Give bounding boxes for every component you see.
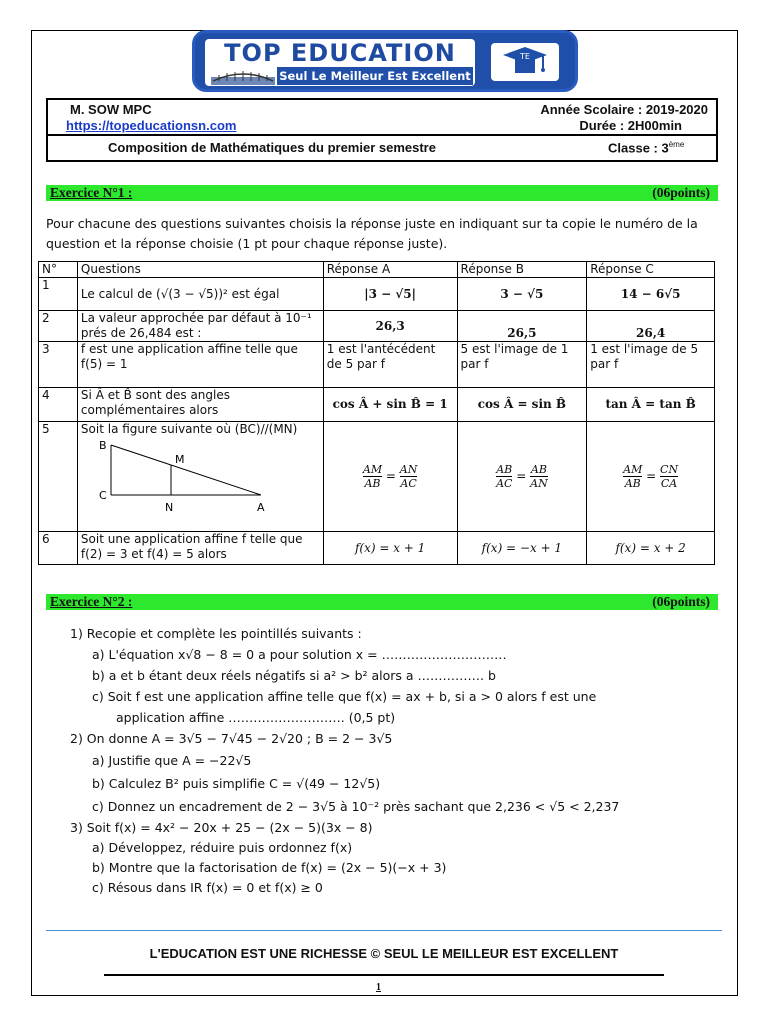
- question-text: Le calcul de (√(3 − √5))² est égal: [77, 278, 323, 311]
- table-row: [39, 311, 715, 342]
- question-line: c) Donnez un encadrement de 2 − 3√5 à 10⁻² près sachant que 2,236 < √5 < 2,237: [92, 799, 620, 814]
- exercise-1-bar: [46, 185, 718, 201]
- footer-motto: L'EDUCATION EST UNE RICHESSE © SEUL LE MEILLEUR EST EXCELLENT: [149, 946, 619, 961]
- answer-b: $\frac{AB}{AC}$ = $\frac{AB}{AN}$: [457, 422, 587, 532]
- question-line: a) Justifie que A = −22√5: [92, 753, 252, 768]
- answer-a: 1 est l'antécédent de 5 par f: [323, 342, 457, 388]
- exercise-2-title: Exercice N°2 :: [50, 594, 133, 609]
- triangle-figure: [81, 437, 281, 517]
- table-row: [39, 342, 715, 388]
- answer-a: f(x) = x + 1: [323, 532, 457, 565]
- answer-b: cos Â = sin B̂: [457, 388, 587, 422]
- graduation-cap-icon: [485, 39, 565, 85]
- answer-a: 26,3: [323, 311, 457, 342]
- bridge-icon: [211, 69, 275, 85]
- question-line: b) Montre que la factorisation de f(x) = (2x − 5)(−x + 3): [92, 860, 447, 875]
- question-line: 3) Soit f(x) = 4x² − 20x + 25 − (2x − 5)(3x − 8): [70, 820, 373, 835]
- col-header: Réponse C: [587, 262, 715, 278]
- exam-subject: Composition de Mathématiques du premier semestre: [108, 140, 436, 155]
- answer-c: 26,4: [587, 311, 715, 342]
- answer-a: $\frac{AM}{AB}$ = $\frac{AN}{AC}$: [323, 422, 457, 532]
- mcq-table: [38, 261, 715, 565]
- exercise-2-points: (06points): [652, 594, 710, 609]
- question-text: La valeur approchée par défaut à 10⁻¹ prés de 26,484 est :: [77, 311, 323, 342]
- answer-c: 1 est l'image de 5 par f: [587, 342, 715, 388]
- question-text: Soit une application affine f telle que f(2) = 3 et f(4) = 5 alors: [77, 532, 323, 565]
- table-row: [39, 422, 715, 532]
- footer-rule: [104, 974, 664, 976]
- logo-slogan: Seul Le Meilleur Est Excellent: [277, 67, 473, 85]
- question-line: 2) On donne A = 3√5 − 7√45 − 2√20 ; B = 2 − 3√5: [70, 731, 393, 746]
- question-text: f est une application affine telle que f(5) = 1: [77, 342, 323, 388]
- question-number: 2: [39, 311, 78, 342]
- question-line: c) Résous dans IR f(x) = 0 et f(x) ≥ 0: [92, 880, 323, 895]
- school-year: Année Scolaire : 2019-2020: [540, 102, 708, 117]
- footer-divider: [46, 930, 722, 931]
- website-link[interactable]: https://topeducationsn.com: [66, 118, 237, 133]
- question-text: Soit la figure suivante où (BC)//(MN): [80, 422, 298, 436]
- figure-label-n: N: [164, 501, 174, 514]
- question-cell: [77, 422, 323, 532]
- question-line: application affine ………………………. (0,5 pt): [116, 710, 396, 725]
- col-header: Réponse B: [457, 262, 587, 278]
- question-number: 5: [39, 422, 78, 532]
- exam-duration: Durée : 2H00min: [579, 118, 682, 133]
- question-line: b) a et b étant deux réels négatifs si a² > b² alors a ……………. b: [92, 668, 496, 683]
- answer-c: tan Â = tan B̂: [587, 388, 715, 422]
- table-row: [39, 532, 715, 565]
- answer-b: 26,5: [457, 311, 587, 342]
- question-number: 4: [39, 388, 78, 422]
- figure-label-c: C: [98, 489, 107, 502]
- question-line: a) Développez, réduire puis ordonnez f(x): [92, 840, 353, 855]
- answer-c: 14 − 6√5: [587, 278, 715, 311]
- col-header: Questions: [77, 262, 323, 278]
- logo-title: TOP EDUCATION: [224, 39, 456, 67]
- figure-label-m: M: [174, 453, 185, 466]
- question-number: 3: [39, 342, 78, 388]
- exercise-1-title: Exercice N°1 :: [50, 185, 133, 200]
- question-text: Si Â et B̂ sont des angles complémentaires alors: [77, 388, 323, 422]
- question-number: 6: [39, 532, 78, 565]
- header-box: [46, 98, 718, 136]
- exercise-2-bar: [46, 594, 718, 610]
- figure-label-b: B: [98, 439, 107, 452]
- answer-b: 3 − √5: [457, 278, 587, 311]
- answer-b: f(x) = −x + 1: [457, 532, 587, 565]
- table-header-row: [39, 262, 715, 278]
- header-subject-box: [46, 136, 718, 162]
- teacher-name: M. SOW MPC: [70, 102, 152, 117]
- answer-c: f(x) = x + 2: [587, 532, 715, 565]
- question-line: a) L'équation x√8 − 8 = 0 a pour solution x = …………………………: [92, 647, 507, 662]
- table-row: [39, 278, 715, 311]
- class-level: Classe : 3ème: [608, 140, 685, 156]
- page-number: 1: [376, 982, 381, 993]
- answer-a: |3 − √5|: [323, 278, 457, 311]
- figure-label-a: A: [256, 501, 265, 514]
- col-header: N°: [39, 262, 78, 278]
- question-line: b) Calculez B² puis simplifie C = √(49 − 12√5): [92, 776, 381, 791]
- answer-b: 5 est l'image de 1 par f: [457, 342, 587, 388]
- col-header: Réponse A: [323, 262, 457, 278]
- table-row: [39, 388, 715, 422]
- exercise-1-instructions: Pour chacune des questions suivantes choisis la réponse juste en indiquant sur ta copie le numéro de la question et la réponse choisie (1 pt pour chaque réponse juste).: [46, 216, 698, 251]
- question-line: c) Soit f est une application affine telle que f(x) = ax + b, si a > 0 alors f est une: [92, 689, 597, 704]
- answer-c: $\frac{AM}{AB}$ = $\frac{CN}{CA}$: [587, 422, 715, 532]
- question-number: 1: [39, 278, 78, 311]
- question-line: 1) Recopie et complète les pointillés suivants :: [70, 626, 362, 641]
- svg-text:TE: TE: [520, 52, 530, 61]
- top-education-logo: [192, 30, 578, 92]
- exercise-1-points: (06points): [652, 185, 710, 200]
- answer-a: cos Â + sin B̂ = 1: [323, 388, 457, 422]
